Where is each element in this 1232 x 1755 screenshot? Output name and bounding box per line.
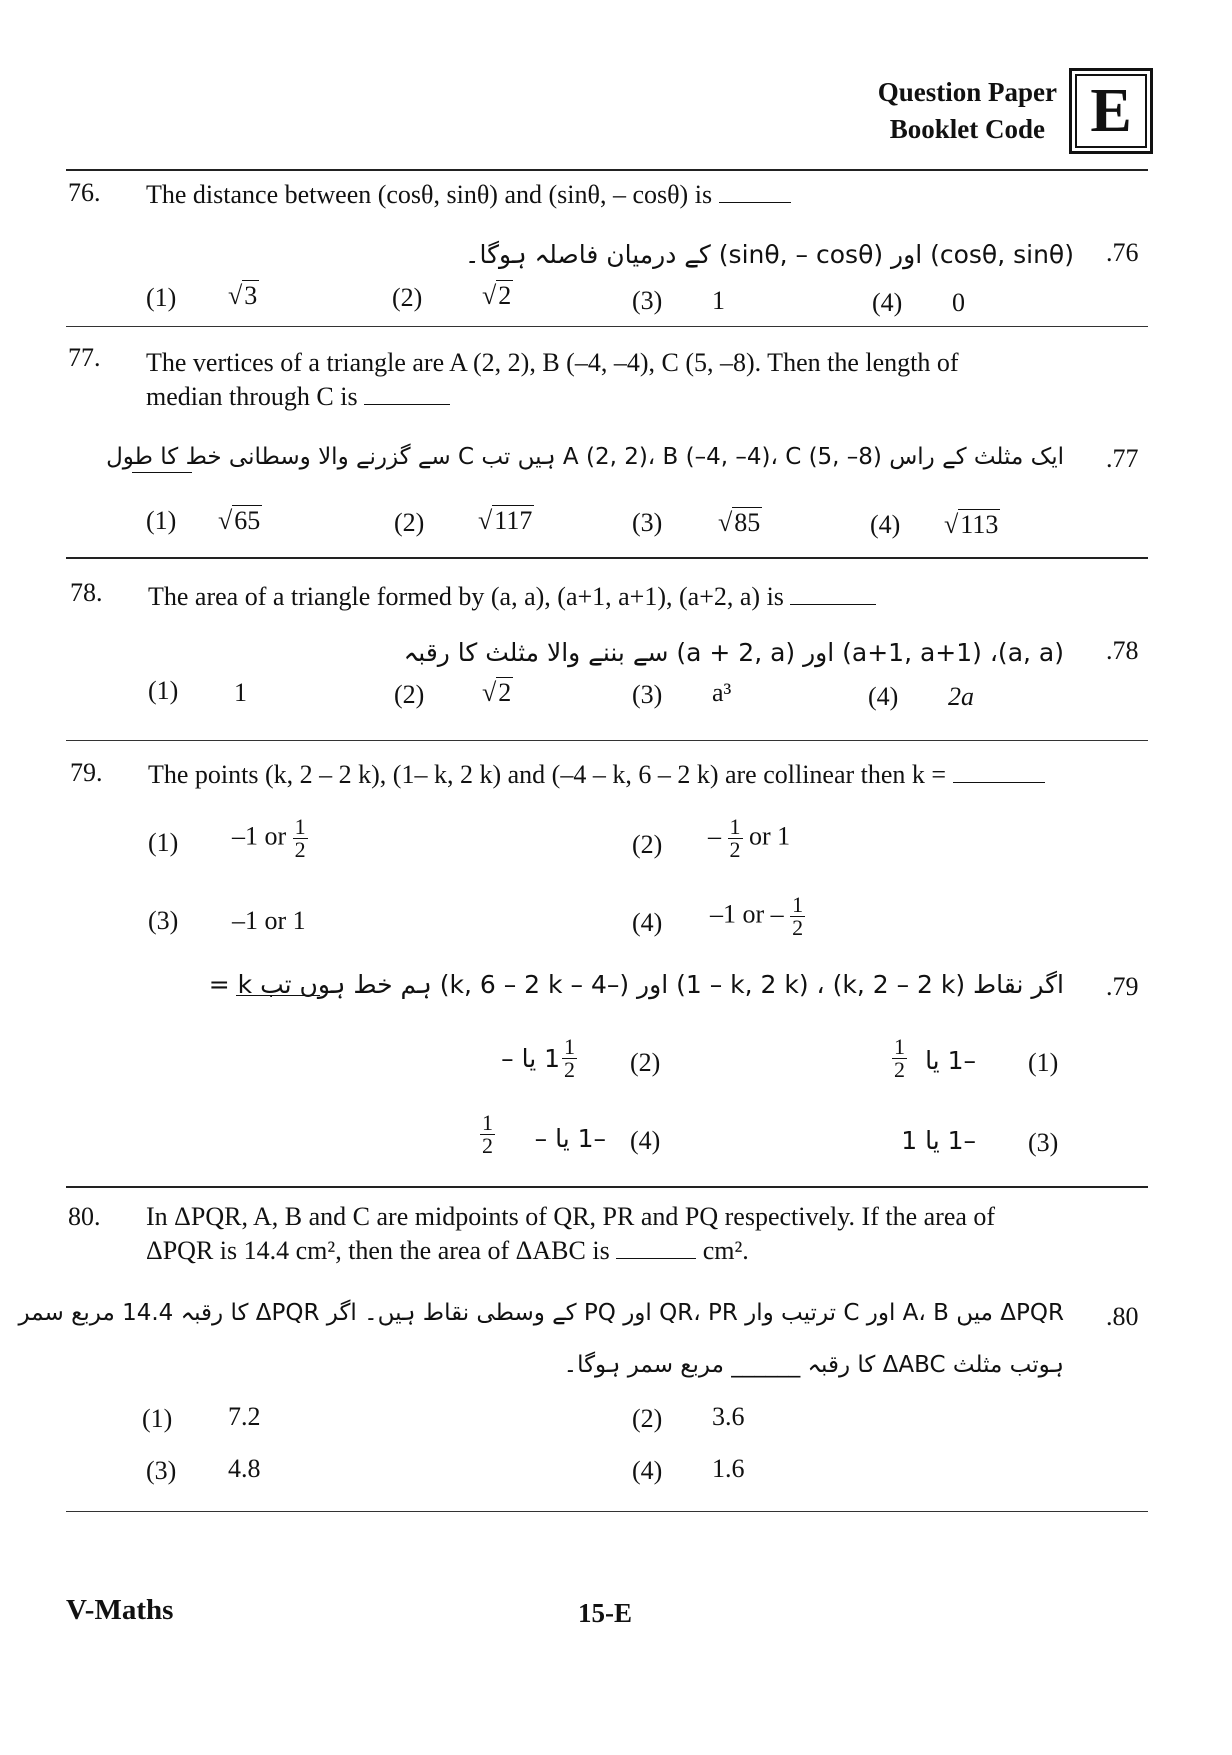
urdu-question-text: ہوتب مثلث ΔABC کا رقبہ ______ مربع سمر ہوگا۔ [563,1352,1064,1378]
option-label: (1) [146,283,177,312]
option-label: (4) [632,1456,663,1485]
option-label: (1) [148,828,179,857]
divider [66,557,1148,559]
divider [66,740,1148,741]
urdu-option-value: 1 یا – [501,1044,560,1073]
urdu-option-fraction: $\frac{1}{2}$ [894,1034,905,1082]
booklet-code-label [878,74,1057,148]
urdu-question-text: ایک مثلث کے راس A (2, 2)، B (–4, –4)، C (5, –8) ہیں تب C سے گزرنے والا وسطانی خط کا طول [106,444,1064,470]
urdu-question-text: (cosθ, sinθ) اور (sinθ, – cosθ) کے درمیان فاصلہ ہوگا۔ [464,240,1074,269]
option-value: √85 [718,508,761,537]
question-number: 78. [70,578,103,607]
option-label: (4) [632,908,663,937]
urdu-question-number: .76 [1106,238,1139,267]
question-text: In ΔPQR, A, B and C are midpoints of QR, PR and PQ respectively. If the area of ΔPQR is 14.4 cm², then the area of ΔABC is cm². [146,1202,996,1265]
option-value: √113 [944,510,999,539]
option-label: (1) [142,1404,173,1433]
question-text: The area of a triangle formed by (a, a), (a+1, a+1), (a+2, a) is [148,580,876,614]
question-number: 80. [68,1202,101,1231]
header-line1: Question Paper [877,77,1057,107]
option-label: (2) [394,508,425,537]
urdu-question-text: ΔPQR میں A، B اور C ترتیب وار QR، PR اور PQ کے وسطی نقاط ہیں۔ اگر ΔPQR کا رقبہ 14.4 مربع سمر [18,1300,1064,1326]
option-value: 1 [234,678,247,707]
option-label: (2) [632,1404,663,1433]
option-value: – $\frac{1}{2}$ or 1 [708,814,791,862]
option-label: (4) [870,510,901,539]
option-value: √3 [228,281,258,310]
option-label: (1) [146,506,177,535]
booklet-code-box [1069,68,1153,154]
answer-blank [132,472,192,473]
question-number: 76. [68,178,101,207]
divider [66,326,1148,327]
option-label: (1) [148,676,179,705]
option-label: (4) [630,1126,661,1155]
option-label: (2) [392,283,423,312]
page-number: 15-E [578,1598,632,1628]
option-value: 1.6 [712,1454,745,1483]
option-value: 3.6 [712,1402,745,1431]
option-value: 2a [948,682,974,711]
option-label: (2) [394,680,425,709]
urdu-question-number: .79 [1106,972,1139,1001]
urdu-option-fraction: $\frac{1}{2}$ [482,1110,493,1158]
option-label: (4) [872,288,903,317]
question-number: 77. [68,343,101,372]
option-label: (3) [1028,1128,1059,1157]
urdu-question-text: اگر نقاط (k, 2 – 2 k) ، (1 – k, 2 k) اور (–4 – k, 6 – 2 k) ہم خط ہوں تب k = [208,970,1064,999]
option-label: (3) [148,906,179,935]
divider [66,1511,1148,1512]
option-value: 0 [952,288,965,317]
option-label: (2) [630,1048,661,1077]
question-number: 79. [70,758,103,787]
urdu-option-value: –1 یا – [534,1124,606,1153]
header-line2: Booklet Code [889,114,1045,144]
option-label: (3) [632,508,663,537]
urdu-question-number: .78 [1106,636,1139,665]
option-label: (4) [868,682,899,711]
subject-footer: V-Maths [66,1594,174,1626]
option-value: –1 or – $\frac{1}{2}$ [710,892,804,940]
booklet-code: E [1075,74,1147,148]
divider [66,169,1148,171]
urdu-option-fraction: $\frac{1}{2}$ [564,1034,575,1082]
option-label: (1) [1028,1048,1059,1077]
question-text: The points (k, 2 – 2 k), (1– k, 2 k) and (–4 – k, 6 – 2 k) are collinear then k = [148,758,1045,792]
option-label: (3) [146,1456,177,1485]
option-value: √65 [218,506,261,535]
option-value: √2 [482,281,512,310]
question-text: The distance between (cosθ, sinθ) and (sinθ, – cosθ) is [146,178,791,212]
urdu-question-text: (a, a)، (a+1, a+1) اور (a + 2, a) سے بننے والا مثلث کا رقبہ [403,638,1064,667]
option-value: 4.8 [228,1454,261,1483]
option-value: √2 [482,678,512,707]
option-value: √117 [478,506,533,535]
urdu-option-value: –1 یا [925,1046,976,1075]
urdu-option-value: –1 یا 1 [901,1126,976,1155]
option-value: a³ [712,678,732,707]
option-value: 7.2 [228,1402,261,1431]
urdu-question-number: .80 [1106,1302,1139,1331]
option-label: (3) [632,680,663,709]
option-value: –1 or $\frac{1}{2}$ [232,814,306,862]
divider [66,1186,1148,1188]
option-label: (3) [632,286,663,315]
question-text: The vertices of a triangle are A (2, 2), B (–4, –4), C (5, –8). Then the length of median through C is [146,348,959,411]
answer-blank [236,995,320,996]
option-value: –1 or 1 [232,906,306,935]
urdu-question-number: .77 [1106,444,1139,473]
option-label: (2) [632,830,663,859]
option-value: 1 [712,286,725,315]
